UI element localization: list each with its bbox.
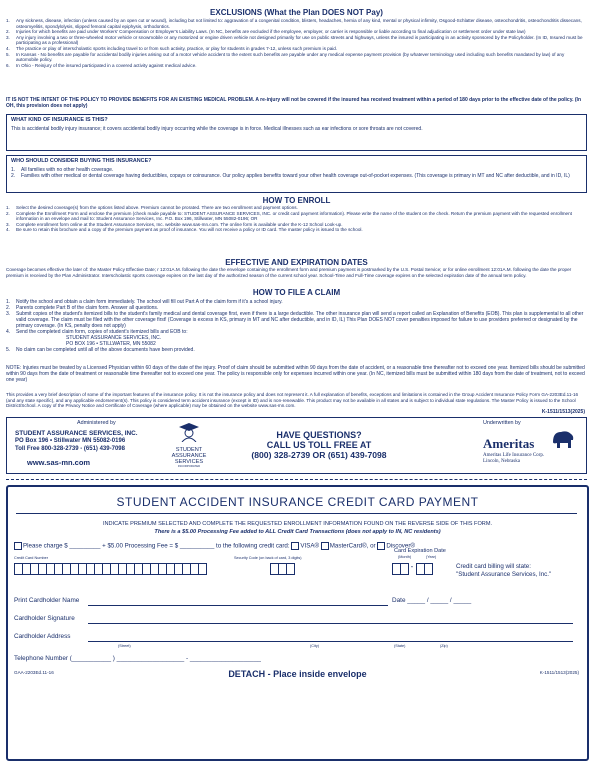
claim-item-text: No claim can be completed until all of the above documents have been provided. [16,347,195,353]
exclusion-item-text: Any injury involving a two or three-wheeled motor vehicle or snowmobile or any motorized or engine driven vehicle not designed primarily for use on public streets and highways, unless the insured is participating in an activity sponsored by the Policyholder. (In ID, Insured must be participating as a professional) [16,34,583,46]
exclusion-item [6,18,587,29]
cardholder-name-field[interactable] [88,605,388,606]
payment-title: STUDENT ACCIDENT INSURANCE CREDIT CARD PAYMENT [116,495,479,509]
form-left-code: GAA-2203Ed.11-16 [14,670,54,675]
billing-statement-1: Credit card billing will state: [456,563,531,570]
sas-logo [167,422,211,470]
claim-item-number: 3. [6,311,11,317]
exclusion-item-number: 1. [6,18,10,23]
form-right-code: K-1511/1513(2025) [539,670,579,675]
what-kind-title: WHAT KIND OF INSURANCE IS THIS? [11,117,108,123]
exclusion-item [6,35,587,46]
enroll-list [6,205,587,233]
street-label: (Street) [118,644,131,648]
charge-line [14,542,415,550]
exclusion-item [6,63,587,69]
security-code-input[interactable] [270,562,294,580]
claim-item-number: 2. [6,305,11,311]
detach-instruction: DETACH - Place inside envelope [228,669,367,679]
security-code-label: Security Code (on back of card, 3 digits) [234,556,302,560]
what-kind-text: This is accidental bodily injury insurance; it covers accidental bodily injury occurring while the coverage is in force. Medical illnesses such as ear infections or sore throats are not covered. [11,126,423,132]
claim-note: NOTE: Injuries must be treated by a Licensed Physician within 60 days of the date of the injury. Proof of claim should be submitted within 90 days from the date of accident, or a reasonable time thereafter not to exceed one year. Itemized bills should be submitted within 90 days from the date of treatment or reasonable time thereafter not to exceed one year. The policy is responsible only for expenses incurred within one year. (In NC, itemized bills must be submitted within 180 days from the date of treatment, not to exceed one year) [6,365,585,384]
who-should-list [11,167,581,179]
payment-form [6,485,589,761]
claim-item-number: 1. [6,299,11,305]
enroll-item-text: Complete enrollment form online at the Student Assurance Services, Inc. website www.sas-mn.com. The online form is available under the K-12 School Look-up. [16,221,343,227]
mastercard-checkbox[interactable] [321,542,329,550]
ameritas-corp: Ameritas Life Insurance Corp. [483,453,545,458]
who-should-item [11,173,581,179]
discover-label: Discover® [386,542,415,550]
exclusion-item-text: In Ohio - Reinjury of the insured participated in a covered activity against medical advice. [16,62,197,68]
signature-label: Cardholder Signature [14,615,75,622]
exclusion-item-number: 2. [6,29,10,35]
underwritten-by-label: Underwritten by [483,420,521,426]
enroll-title: HOW TO ENROLL [262,196,331,205]
enroll-item-text: Be sure to retain this brochure and a copy of the premium payment as proof of insurance. You will not receive a policy or ID card. The master policy is issued to the school. [16,227,363,233]
logo-text-2: ASSURANCE [171,453,207,459]
charge-text: Please charge $ _________ + $5.00 Processing Fee = $ __________ to the following credit card: [23,542,290,550]
exclusion-item-text: In Kansas - No benefits are payable for accidental bodily injuries arising out of a motor vehicle accident to the extent such benefits are payable under any medical expense payment provision (by whatever terminology used including such benefits mandated by law) of any automobile policy. [16,51,565,63]
who-should-box [6,155,587,193]
claim-title: HOW TO FILE A CLAIM [252,288,341,297]
processing-fee-note: There is a $5.00 Processing Fee added to ALL Credit Card Transactions (does not apply to IN, NC residents) [154,529,441,535]
claim-item-text: Parents complete Part B of the claim form. Answer all questions. [16,305,159,311]
admin-website[interactable]: www.sas-mn.com [27,458,91,467]
telephone-field[interactable]: Telephone Number (___________ ) ___________________ - ____________________ [14,655,261,662]
expiration-input[interactable]: - [392,562,432,580]
mastercard-label: MasterCard®, or [329,542,376,550]
questions-block [219,430,419,460]
enroll-item-number: 3. [6,221,10,227]
exclusion-item-number: 3. [6,34,10,40]
exclusion-item-number: 5. [6,51,10,57]
claim-item-text: PO BOX 196 • STILLWATER, MN 55082 [66,341,156,347]
enroll-item-text: Select the desired coverage(s) from the options listed above. Premium cannot be prorated. There are two enrollment and payment options. [16,205,298,210]
logo-text-3: SERVICES [174,459,204,465]
charge-checkbox[interactable] [14,542,22,550]
ameritas-location: Lincoln, Nebraska [483,459,520,464]
claim-item-text: Notify the school and obtain a claim form immediately. The school will fill out Part A of the claim form if it's a school injury. [16,299,283,305]
address-field[interactable] [88,641,573,642]
state-label: (State) [394,644,406,648]
card-number-label: Credit Card Number [14,556,48,560]
expiration-year-label: (Year) [426,555,437,559]
graduate-icon [178,422,200,442]
visa-checkbox[interactable] [291,542,299,550]
signature-field[interactable] [88,623,573,624]
cardholder-name-label: Print Cardholder Name [14,597,80,604]
exclusion-item-text: Any sickness, disease, infection (unless caused by an open cut or wound), including but not limited to: aggravation of a congenital condition, blisters, headaches, hernia of any kind, mental or physical infirmity, Osgood-Schlatter disease, osteochondritis, osteochondritis dissecans, osteomyelitis, spondylolysis, slipped femoral capital epiphysis, orthodontics. [16,18,582,29]
payment-instructions: INDICATE PREMIUM SELECTED AND COMPLETE THE REQUESTED ENROLLMENT INFORMATION FOUND ON THE REVERSE SIDE OF THIS FORM. [102,521,493,527]
digit-box[interactable] [198,563,207,575]
title-rule [16,513,577,514]
questions-call: CALL US TOLL FREE AT [266,440,372,450]
enroll-item-number: 1. [6,205,10,210]
logo-text-4: INCORPORATED [177,464,201,468]
date-field[interactable]: Date _____ / _____ / _____ [392,597,472,604]
exclusion-item-number: 6. [6,62,10,68]
billing-statement-2: "Student Assurance Services, Inc." [456,571,552,578]
who-should-title: WHO SHOULD CONSIDER BUYING THIS INSURANCE? [11,158,152,164]
admin-company: STUDENT ASSURANCE SERVICES, INC. [15,430,138,437]
contact-box [6,417,587,474]
expiration-month-label: (Month) [398,555,412,559]
exclusion-item [6,52,587,63]
policy-disclaimer: This provides a very brief description of some of the important features of the insurance policy. It is not the insurance policy and does not represent it. A full explanation of benefits, exceptions and limitations is contained in the Group Accident Insurance Policy Form GA-2203Ed.11-16 (and any state specific), and any applicable endorsement(s). This policy is considered term accident insurance (except in ID) and is non-renewable. This product may not be available in all states and is subject to individual state regulations. The Master Policy is issued to the School District/School. A copy of the Privacy Notice and Certificate of Coverage (where applicable) may be obtained on the website www.sas-mn.com. [6,392,579,409]
discover-checkbox[interactable] [377,542,385,550]
card-number-input[interactable] [14,562,206,580]
claim-item-text: Send the completed claim form, copies of student's itemized bills and EOB to: [16,329,188,335]
expiration-label: Card Expiration Date [394,548,446,554]
exclusions-title: EXCLUSIONS (What the Plan DOES NOT Pay) [210,8,383,17]
claim-item-number: 5. [6,347,11,353]
claim-item [6,311,587,329]
cut-line [6,479,587,480]
visa-label: VISA® [300,542,320,550]
who-should-item-text: All families with no other health coverage. [21,167,114,173]
enroll-item [6,211,587,222]
form-code: K-1511/1513(2025) [541,409,585,415]
digit-box[interactable] [286,563,295,575]
exclusion-item-text: Injuries for which benefits are paid under Workers' Compensation or Employer's Liability Laws. (In NC, benefits are excluded if the employee, employer, or carrier is responsible or liable according to final adjudication or settlement order under state law) [16,29,526,35]
effective-title: EFFECTIVE AND EXPIRATION DATES [225,258,368,267]
exclusion-item-text: The practice or play of interscholastic sports including travel to or from such activity, practice, or play for students in grades 7-12, unless such premium is paid. [16,45,338,51]
address-label: Cardholder Address [14,633,71,640]
what-kind-box [6,114,587,151]
bison-icon [551,428,575,450]
claim-list [6,299,587,353]
effective-text: Coverage becomes effective the later of: the Master Policy Effective Date; r 12:01A.M. following the date the envelope containing the enrollment form and premium payment is postmarked by the U.S. Postal Service; or for online enrollment 12:01A.M. following the date the proper premium is received by the Plan Administrator. Interscholastic sports coverage expires on the last day of the authorized season of the current school year. School-Time and Full-Time coverage expires on the selected expiration date of the annual term policy. [6,267,572,278]
who-should-item-number: 1. [11,167,16,173]
exclusion-item-number: 4. [6,45,10,51]
claim-item-text: Submit copies of the student's itemized bills to the student's family medical and dental coverage first, even if there is a large deductible. The other insurance plan will send a report called an Explanation of Benefits (EOB). This plan is supplemental to all other valid coverage. The claim must be filed with the other coverage first! (Coverage is excess in KS, primary in MT and NC after deductible, and in ID, IL) This Plan DOES NOT cover penalties imposed for failure to use providers preferred or designated by the primary coverage. (In KS, penalty does not apply) [16,311,584,329]
existing-problem-notice: IT IS NOT THE INTENT OF THE POLICY TO PROVIDE BENEFITS FOR AN EXISTING MEDICAL PROBLEM. A re-injury will not be covered if the insured has received treatment within a period of 180 days prior to the effective date of the policy. (In OH, this provision does not apply) [6,97,581,109]
logo-text-1: STUDENT [175,447,203,453]
claim-item-number: 4. [6,329,11,335]
who-should-item-text: Families with other medical or dental coverage having deductibles, copays or coinsurance. Our policy applies benefits toward your other health coverage out-of-pocket expenses. (This coverage is primary in MT and NC after deductible, and in ID, IL) [21,173,570,180]
enroll-item-text: Complete the Enrollment Form and enclose the premium (check made payable to: STUDENT ASSURANCE SERVICES, INC. or credit card payment information). Please write the name of the student on the check. Return the premium payment with the requested enrollment information in an envelope and mail to: Student Assurance Services, Inc. P.O. Box 196, Stillwater, MN 55082-0196; OR [16,210,572,222]
exclusions-list [6,18,587,68]
city-label: (City) [310,644,320,648]
who-should-item-number: 2. [11,173,16,180]
claim-item [6,347,587,353]
enroll-item-number: 2. [6,210,10,216]
administered-by-label: Administered by [77,420,116,426]
questions-phone[interactable]: (800) 328-2739 OR (651) 439-7098 [251,450,387,460]
admin-phone: Toll Free 800-328-2739 - (651) 439-7098 [15,446,125,452]
zip-label: (Zip) [440,644,448,648]
enroll-item-number: 4. [6,227,10,233]
enroll-item [6,227,587,233]
questions-heading: HAVE QUESTIONS? [276,430,362,440]
admin-address: PO Box 196 • Stillwater MN 55082-0196 [15,438,126,444]
ameritas-name: Ameritas [483,436,535,451]
claim-item-text: STUDENT ASSURANCE SERVICES, INC. [66,335,162,341]
